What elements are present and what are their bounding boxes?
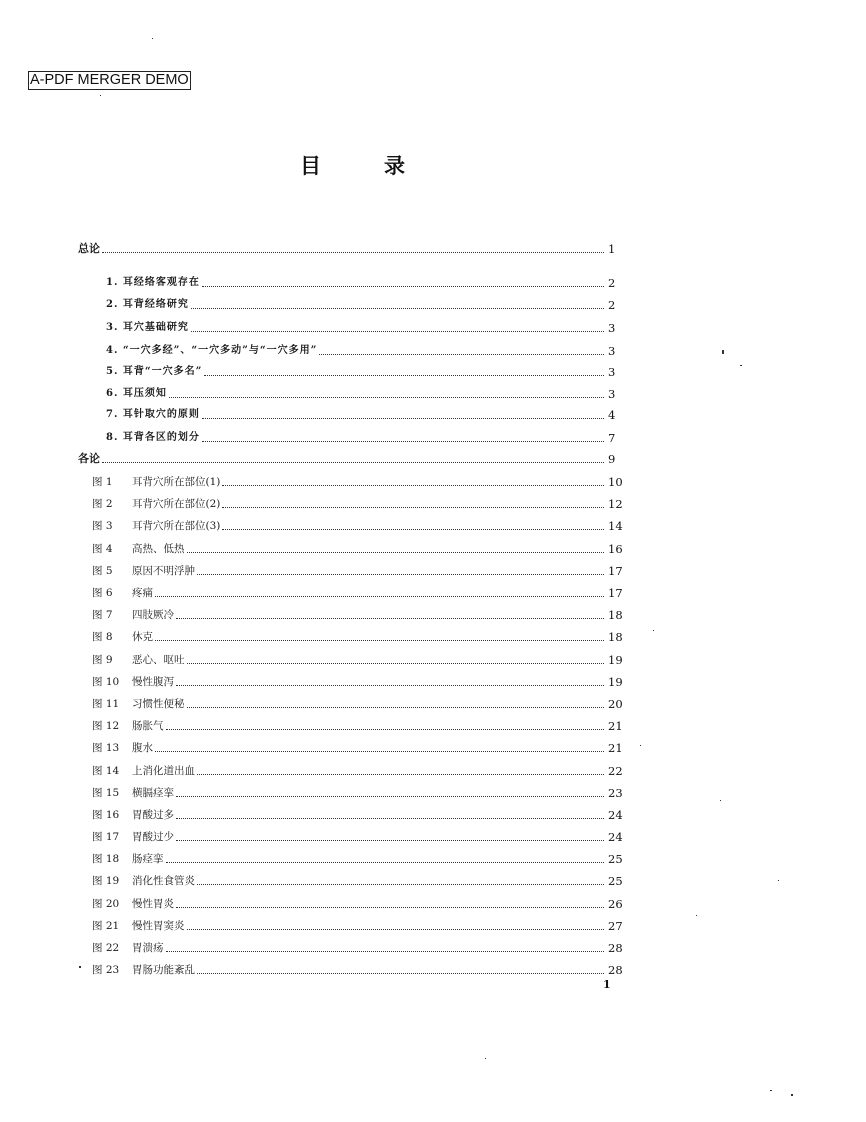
dot-leader	[176, 907, 604, 908]
figure-number: 图 18	[92, 853, 120, 865]
dot-leader	[191, 331, 604, 332]
toc-entry-page: 7	[608, 431, 616, 445]
scan-speck	[696, 915, 697, 916]
toc-entry-page: 9	[608, 452, 616, 466]
figure-title: 四肢厥冷	[132, 609, 174, 621]
toc-entry-label: 7. 耳针取穴的原则	[106, 409, 200, 420]
dot-leader	[222, 485, 604, 486]
toc-entry-page: 2	[608, 276, 616, 290]
dot-leader	[187, 663, 605, 664]
toc-figure-entry[interactable]	[92, 651, 626, 667]
toc-entry-page: 10	[608, 475, 623, 489]
toc-figure-entry[interactable]	[92, 784, 626, 800]
dot-leader	[166, 729, 605, 730]
toc-entry-page: 21	[608, 741, 623, 755]
figure-number: 图 19	[92, 875, 120, 887]
toc-figure-entry[interactable]	[92, 540, 626, 556]
dot-leader	[102, 252, 604, 253]
toc-entry-page: 24	[608, 808, 623, 822]
toc-entry[interactable]	[106, 429, 626, 445]
dot-leader	[187, 929, 605, 930]
figure-number: 图 8	[92, 631, 113, 643]
dot-leader	[222, 507, 604, 508]
toc-entry-page: 12	[608, 497, 623, 511]
figure-title: 横膈痉挛	[132, 787, 174, 799]
toc-figure-entry[interactable]	[92, 517, 626, 533]
toc-entry-page: 16	[608, 542, 623, 556]
dot-leader	[202, 418, 604, 419]
toc-entry-page: 3	[608, 387, 616, 401]
scan-speck	[653, 630, 654, 631]
toc-figure-entry[interactable]	[92, 762, 626, 778]
toc-figure-entry[interactable]	[92, 939, 626, 955]
toc-figure-entry[interactable]	[92, 806, 626, 822]
figure-number: 图 1	[92, 476, 113, 488]
figure-number: 图 12	[92, 720, 120, 732]
toc-entry-label: 8. 耳背各区的划分	[106, 432, 200, 443]
figure-number: 图 11	[92, 698, 120, 710]
dot-leader	[197, 884, 604, 885]
dot-leader	[176, 818, 604, 819]
figure-number: 图 6	[92, 587, 113, 599]
dot-leader	[176, 840, 604, 841]
toc-entry-page: 28	[608, 941, 623, 955]
toc-entry-page: 18	[608, 630, 623, 644]
toc-figure-entry[interactable]	[92, 628, 626, 644]
toc-entry-page: 17	[608, 564, 623, 578]
scan-speck	[778, 880, 779, 881]
toc-entry-label: 3. 耳穴基础研究	[106, 322, 189, 333]
page-number: 1	[603, 978, 611, 991]
figure-title: 肠痉挛	[132, 853, 164, 865]
toc-entry-label: 4. “一穴多经”、“一穴多动”与“一穴多用”	[106, 345, 318, 356]
toc-entry-specific[interactable]	[78, 450, 626, 466]
scan-speck	[485, 1058, 486, 1059]
scan-speck	[79, 966, 81, 968]
title-char-2: 录	[384, 154, 405, 178]
toc-figure-entry[interactable]	[92, 695, 626, 711]
toc-figure-entry[interactable]	[92, 828, 626, 844]
watermark-label: A-PDF MERGER DEMO	[30, 72, 189, 88]
figure-title: 胃酸过多	[132, 809, 174, 821]
toc-figure-entry[interactable]	[92, 495, 626, 511]
toc-entry-page: 2	[608, 298, 616, 312]
figure-title: 耳背穴所在部位(1)	[132, 476, 221, 488]
toc-entry[interactable]	[106, 319, 626, 335]
dot-leader	[197, 973, 604, 974]
toc-figure-entry[interactable]	[92, 584, 626, 600]
dot-leader	[204, 375, 604, 376]
toc-entry[interactable]	[106, 296, 626, 312]
toc-entry-page: 19	[608, 675, 623, 689]
dot-leader	[155, 596, 604, 597]
toc-entry-label: 总论	[78, 242, 100, 255]
figure-number: 图 3	[92, 520, 113, 532]
toc-entry[interactable]	[106, 274, 626, 290]
toc-entry-general[interactable]	[78, 240, 626, 256]
toc-entry-page: 17	[608, 586, 623, 600]
figure-title: 耳背穴所在部位(3)	[132, 520, 221, 532]
dot-leader	[197, 574, 604, 575]
dot-leader	[166, 951, 605, 952]
toc-entry-page: 1	[608, 242, 616, 256]
scan-speck	[740, 365, 742, 366]
figure-number: 图 2	[92, 498, 113, 510]
toc-entry-page: 24	[608, 830, 623, 844]
dot-leader	[176, 618, 604, 619]
dot-leader	[166, 862, 605, 863]
toc-figure-entry[interactable]	[92, 961, 626, 977]
figure-title: 恶心、呕吐	[132, 654, 185, 666]
figure-title: 消化性食管炎	[132, 875, 195, 887]
toc-figure-entry[interactable]	[92, 917, 626, 933]
toc-entry-page: 14	[608, 519, 623, 533]
figure-title: 高热、低热	[132, 543, 185, 555]
figure-title: 胃肠功能紊乱	[132, 964, 195, 976]
figure-number: 图 23	[92, 964, 120, 976]
toc-entry-page: 3	[608, 344, 616, 358]
toc-figure-entry[interactable]	[92, 895, 626, 911]
toc-figure-entry[interactable]	[92, 872, 626, 888]
title-char-1: 目	[300, 154, 321, 178]
figure-title: 疼痛	[132, 587, 153, 599]
figure-number: 图 21	[92, 920, 120, 932]
figure-number: 图 9	[92, 654, 113, 666]
toc-entry-page: 25	[608, 852, 623, 866]
toc-entry[interactable]	[106, 385, 626, 401]
toc-entry-page: 25	[608, 874, 623, 888]
dot-leader	[102, 462, 604, 463]
toc-figure-entry[interactable]	[92, 850, 626, 866]
toc-entry-label: 2. 耳背经络研究	[106, 299, 189, 310]
scan-speck	[770, 1090, 772, 1091]
toc-entry[interactable]	[106, 342, 626, 358]
dot-leader	[191, 308, 604, 309]
toc-entry-page: 22	[608, 764, 623, 778]
toc-entry[interactable]	[106, 406, 626, 422]
toc-entry-page: 27	[608, 919, 623, 933]
scan-speck	[722, 350, 724, 354]
figure-number: 图 15	[92, 787, 120, 799]
toc-figure-entry[interactable]	[92, 606, 626, 622]
toc-entry-page: 23	[608, 786, 623, 800]
dot-leader	[176, 685, 604, 686]
figure-number: 图 16	[92, 809, 120, 821]
toc-figure-entry[interactable]	[92, 473, 626, 489]
toc-entry-page: 21	[608, 719, 623, 733]
dot-leader	[222, 529, 604, 530]
page-title	[0, 152, 866, 182]
figure-number: 图 14	[92, 765, 120, 777]
dot-leader	[187, 552, 605, 553]
figure-number: 图 4	[92, 543, 113, 555]
dot-leader	[155, 751, 604, 752]
scan-speck	[152, 38, 153, 39]
toc-entry-label: 5. 耳背“一穴多名”	[106, 366, 203, 377]
dot-leader	[169, 397, 604, 398]
dot-leader	[176, 796, 604, 797]
figure-title: 原因不明浮肿	[132, 565, 195, 577]
figure-title: 休克	[132, 631, 153, 643]
figure-number: 图 20	[92, 898, 120, 910]
dot-leader	[197, 774, 604, 775]
figure-title: 上消化道出血	[132, 765, 195, 777]
scan-speck	[720, 800, 721, 801]
toc-figure-entry[interactable]	[92, 562, 626, 578]
toc-entry-label: 各论	[78, 452, 100, 465]
scan-speck	[791, 1094, 793, 1096]
toc-entry-page: 4	[608, 408, 616, 422]
toc-figure-entry[interactable]	[92, 739, 626, 755]
figure-title: 慢性胃窦炎	[132, 920, 185, 932]
figure-number: 图 7	[92, 609, 113, 621]
figure-title: 胃溃疡	[132, 942, 164, 954]
figure-title: 胃酸过少	[132, 831, 174, 843]
scan-speck	[640, 745, 641, 746]
toc-figure-entry[interactable]	[92, 673, 626, 689]
figure-title: 慢性腹泻	[132, 676, 174, 688]
figure-number: 图 13	[92, 742, 120, 754]
toc-entry[interactable]	[106, 363, 626, 379]
toc-entry-page: 3	[608, 321, 616, 335]
toc-entry-page: 20	[608, 697, 623, 711]
figure-title: 慢性胃炎	[132, 898, 174, 910]
figure-title: 习惯性便秘	[132, 698, 185, 710]
figure-title: 腹水	[132, 742, 153, 754]
figure-number: 图 5	[92, 565, 113, 577]
dot-leader	[202, 441, 604, 442]
toc-entry-page: 26	[608, 897, 623, 911]
figure-title: 肠胀气	[132, 720, 164, 732]
dot-leader	[319, 354, 604, 355]
dot-leader	[187, 707, 605, 708]
figure-title: 耳背穴所在部位(2)	[132, 498, 221, 510]
dot-leader	[202, 286, 604, 287]
figure-number: 图 17	[92, 831, 120, 843]
figure-number: 图 22	[92, 942, 120, 954]
figure-number: 图 10	[92, 676, 120, 688]
toc-entry-page: 28	[608, 963, 623, 977]
toc-entry-label: 6. 耳压须知	[106, 388, 167, 399]
toc-entry-page: 19	[608, 653, 623, 667]
toc-entry-page: 3	[608, 365, 616, 379]
toc-figure-entry[interactable]	[92, 717, 626, 733]
dot-leader	[155, 640, 604, 641]
scan-speck	[100, 95, 101, 96]
toc-entry-label: 1. 耳经络客观存在	[106, 277, 200, 288]
toc-entry-page: 18	[608, 608, 623, 622]
